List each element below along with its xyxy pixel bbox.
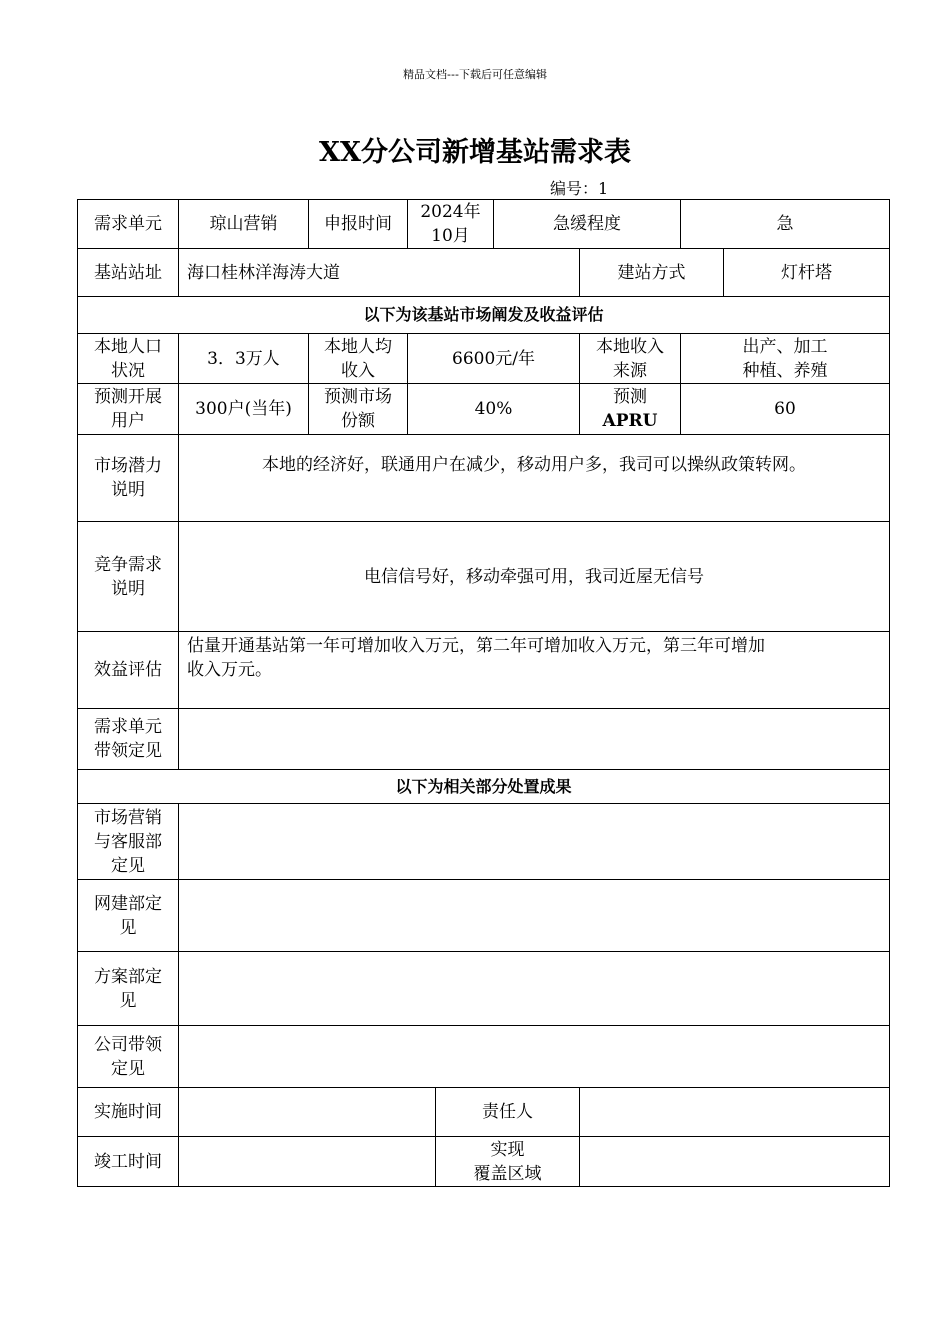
- forecast-users-value: 300户(当年): [179, 384, 309, 435]
- leader-opinion-field[interactable]: [179, 709, 890, 770]
- table-row: [78, 709, 890, 770]
- table-row: [78, 632, 890, 709]
- build-method-label: 建站方式: [580, 249, 724, 297]
- req-unit-label: 需求单元: [78, 200, 179, 249]
- apru-label: 预测 APRU: [580, 384, 681, 435]
- plan-opinion-label: 方案部定 见: [78, 952, 179, 1026]
- table-row: [78, 200, 890, 249]
- owner-field[interactable]: [580, 1088, 890, 1137]
- benefit-text: 估量开通基站第一年可增加收入万元，第二年可增加收入万元，第三年可增加 收入万元。: [179, 632, 890, 709]
- urgency-label: 急缓程度: [494, 200, 681, 249]
- implementation-time-field[interactable]: [179, 1088, 436, 1137]
- income-label: 本地人均 收入: [309, 334, 408, 384]
- coverage-area-label: 实现 覆盖区域: [436, 1137, 580, 1187]
- urgency-value: 急: [681, 200, 890, 249]
- market-potential-label: 市场潜力 说明: [78, 435, 179, 522]
- section-heading-results: 以下为相关部分处置成果: [78, 770, 890, 804]
- income-value: 6600元/年: [408, 334, 580, 384]
- section-heading-market: 以下为该基站市场阐发及收益评估: [78, 297, 890, 334]
- implementation-time-label: 实施时间: [78, 1088, 179, 1137]
- market-share-value: 40%: [408, 384, 580, 435]
- table-row: [78, 522, 890, 632]
- document-number: 编号：1: [550, 179, 609, 198]
- market-share-label: 预测市场 份额: [309, 384, 408, 435]
- completion-time-label: 竣工时间: [78, 1137, 179, 1187]
- company-opinion-field[interactable]: [179, 1026, 890, 1088]
- competition-label: 竞争需求 说明: [78, 522, 179, 632]
- completion-time-field[interactable]: [179, 1137, 436, 1187]
- coverage-area-field[interactable]: [580, 1137, 890, 1187]
- build-method-value: 灯杆塔: [724, 249, 890, 297]
- network-opinion-field[interactable]: [179, 880, 890, 952]
- benefit-label: 效益评估: [78, 632, 179, 709]
- table-row: [78, 1137, 890, 1187]
- table-row: [78, 804, 890, 880]
- population-value: 3．3万人: [179, 334, 309, 384]
- table-row: [78, 952, 890, 1026]
- report-time-value: 2024年10月: [408, 200, 494, 249]
- leader-opinion-label: 需求单元 带领定见: [78, 709, 179, 770]
- table-row: [78, 1088, 890, 1137]
- table-row: [78, 880, 890, 952]
- network-opinion-label: 网建部定 见: [78, 880, 179, 952]
- plan-opinion-field[interactable]: [179, 952, 890, 1026]
- apru-value: 60: [681, 384, 890, 435]
- marketing-opinion-label: 市场营销 与客服部 定见: [78, 804, 179, 880]
- table-row: [78, 384, 890, 435]
- table-row: [78, 770, 890, 804]
- market-potential-text: 本地的经济好，联通用户在减少，移动用户多，我司可以操纵政策转网。: [179, 435, 890, 522]
- marketing-opinion-field[interactable]: [179, 804, 890, 880]
- page-title: XX分公司新增基站需求表: [319, 137, 631, 168]
- competition-text: 电信信号好，移动牵强可用，我司近屋无信号: [179, 522, 890, 632]
- header-note: 精品文档---下载后可任意编辑: [403, 68, 547, 81]
- report-time-label: 申报时间: [309, 200, 408, 249]
- table-row: [78, 334, 890, 384]
- forecast-users-label: 预测开展 用户: [78, 384, 179, 435]
- owner-label: 责任人: [436, 1088, 580, 1137]
- site-address-value: 海口桂林洋海涛大道: [179, 249, 580, 297]
- table-row: [78, 249, 890, 297]
- req-unit-value: 琼山营销: [179, 200, 309, 249]
- request-form-table: [77, 199, 890, 1187]
- table-row: [78, 297, 890, 334]
- table-row: [78, 435, 890, 522]
- company-opinion-label: 公司带领 定见: [78, 1026, 179, 1088]
- income-source-value: 出产、加工 种植、养殖: [681, 334, 890, 384]
- site-address-label: 基站站址: [78, 249, 179, 297]
- population-label: 本地人口 状况: [78, 334, 179, 384]
- table-row: [78, 1026, 890, 1088]
- income-source-label: 本地收入 来源: [580, 334, 681, 384]
